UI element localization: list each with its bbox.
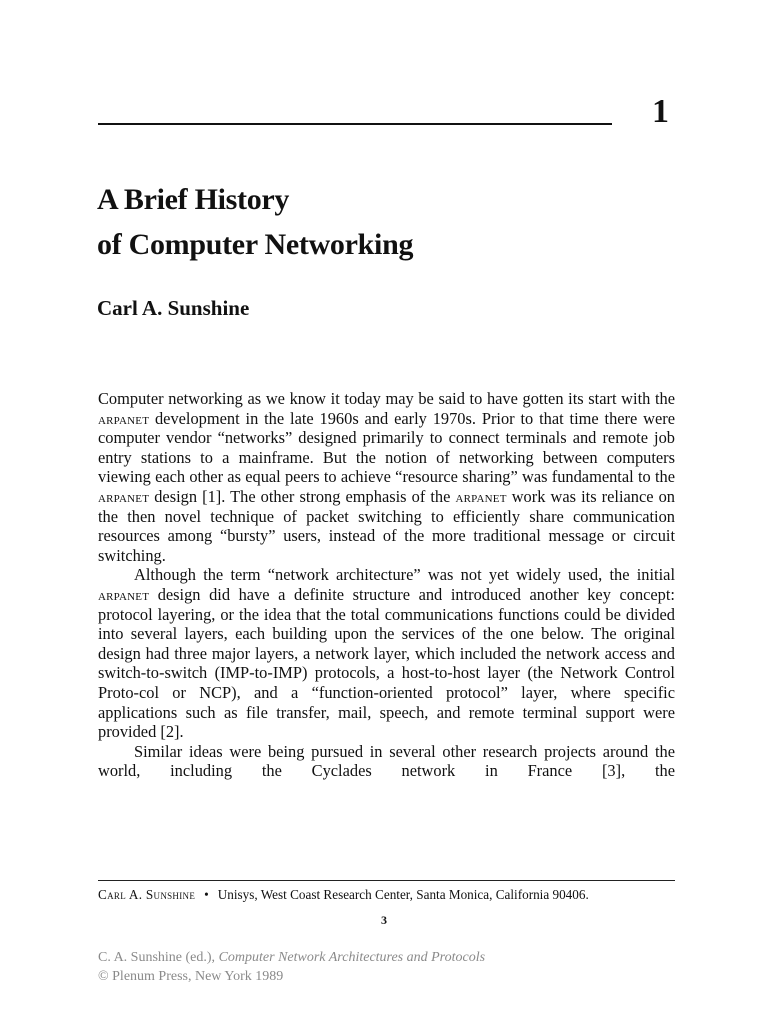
paragraph-2 (98, 565, 675, 741)
paragraph-3: Similar ideas were being pursued in several other research projects around the world, including the Cyclades network in France [3], the (98, 741, 675, 781)
chapter-number: 1 (652, 93, 669, 130)
paragraph-1-text: work was its reliance on the then novel technique of packet switching to efficiently share communication resources among “bursty” users, instead of the more traditional message or circuit switching. (98, 486, 676, 565)
chapter-title (97, 177, 413, 267)
chapter-title-line-2: of Computer Networking (97, 228, 414, 261)
author-affiliation-footnote (98, 886, 675, 904)
footnote-affiliation: Unisys, West Coast Research Center, Santa Monica, California 90406. (217, 887, 589, 902)
paragraph-1 (98, 389, 675, 565)
citation-line-1 (98, 948, 485, 967)
arpanet-term: arpanet (455, 486, 507, 506)
book-citation (98, 948, 485, 986)
page-number: 3 (381, 913, 387, 927)
citation-prefix: C. A. Sunshine (ed.), (98, 950, 219, 965)
footnote-rule (98, 880, 675, 881)
chapter-header-rule (98, 123, 612, 125)
paragraph-2-text: Although the term “network architecture” was not yet widely used, the initial (134, 565, 675, 585)
footnote-author-name: Carl A. Sunshine (98, 887, 196, 902)
body-text (98, 389, 675, 781)
paragraph-1-text: design [1]. The other strong emphasis of the (149, 486, 456, 506)
arpanet-term: arpanet (98, 584, 150, 604)
arpanet-term: arpanet (98, 408, 150, 428)
chapter-title-line-1: A Brief History (97, 183, 290, 216)
paragraph-2-text: design did have a definite structure and introduced another key concept: protocol layering, or the idea that the total communications functions could be divided into several layers, each building upon the services of the one below. The original design had three major layers, a network layer, which included the network access and switch-to-switch (IMP-to-IMP) protocols, a host-to-host layer (the Network Control Proto-col or NCP), and a “function-oriented protocol” layer, where specific applications such as file transfer, mail, speech, and remote terminal support were provided [2]. (98, 584, 675, 742)
bullet-separator: • (204, 887, 209, 902)
citation-publisher: © Plenum Press, New York 1989 (98, 969, 284, 984)
chapter-author: Carl A. Sunshine (97, 296, 250, 320)
arpanet-term: arpanet (98, 486, 150, 506)
citation-book-title: Computer Network Architectures and Protocols (218, 950, 486, 965)
paragraph-1-text: development in the late 1960s and early 1970s. Prior to that time there were computer vendor “networks” designed primarily to connect terminals and remote job entry stations to a mainframe. But the notion of networking between computers viewing each other as equal peers to achieve “resource sharing” was fundamental to the (98, 408, 675, 487)
paragraph-1-text: Computer networking as we know it today may be said to have gotten its start with the (98, 389, 675, 408)
